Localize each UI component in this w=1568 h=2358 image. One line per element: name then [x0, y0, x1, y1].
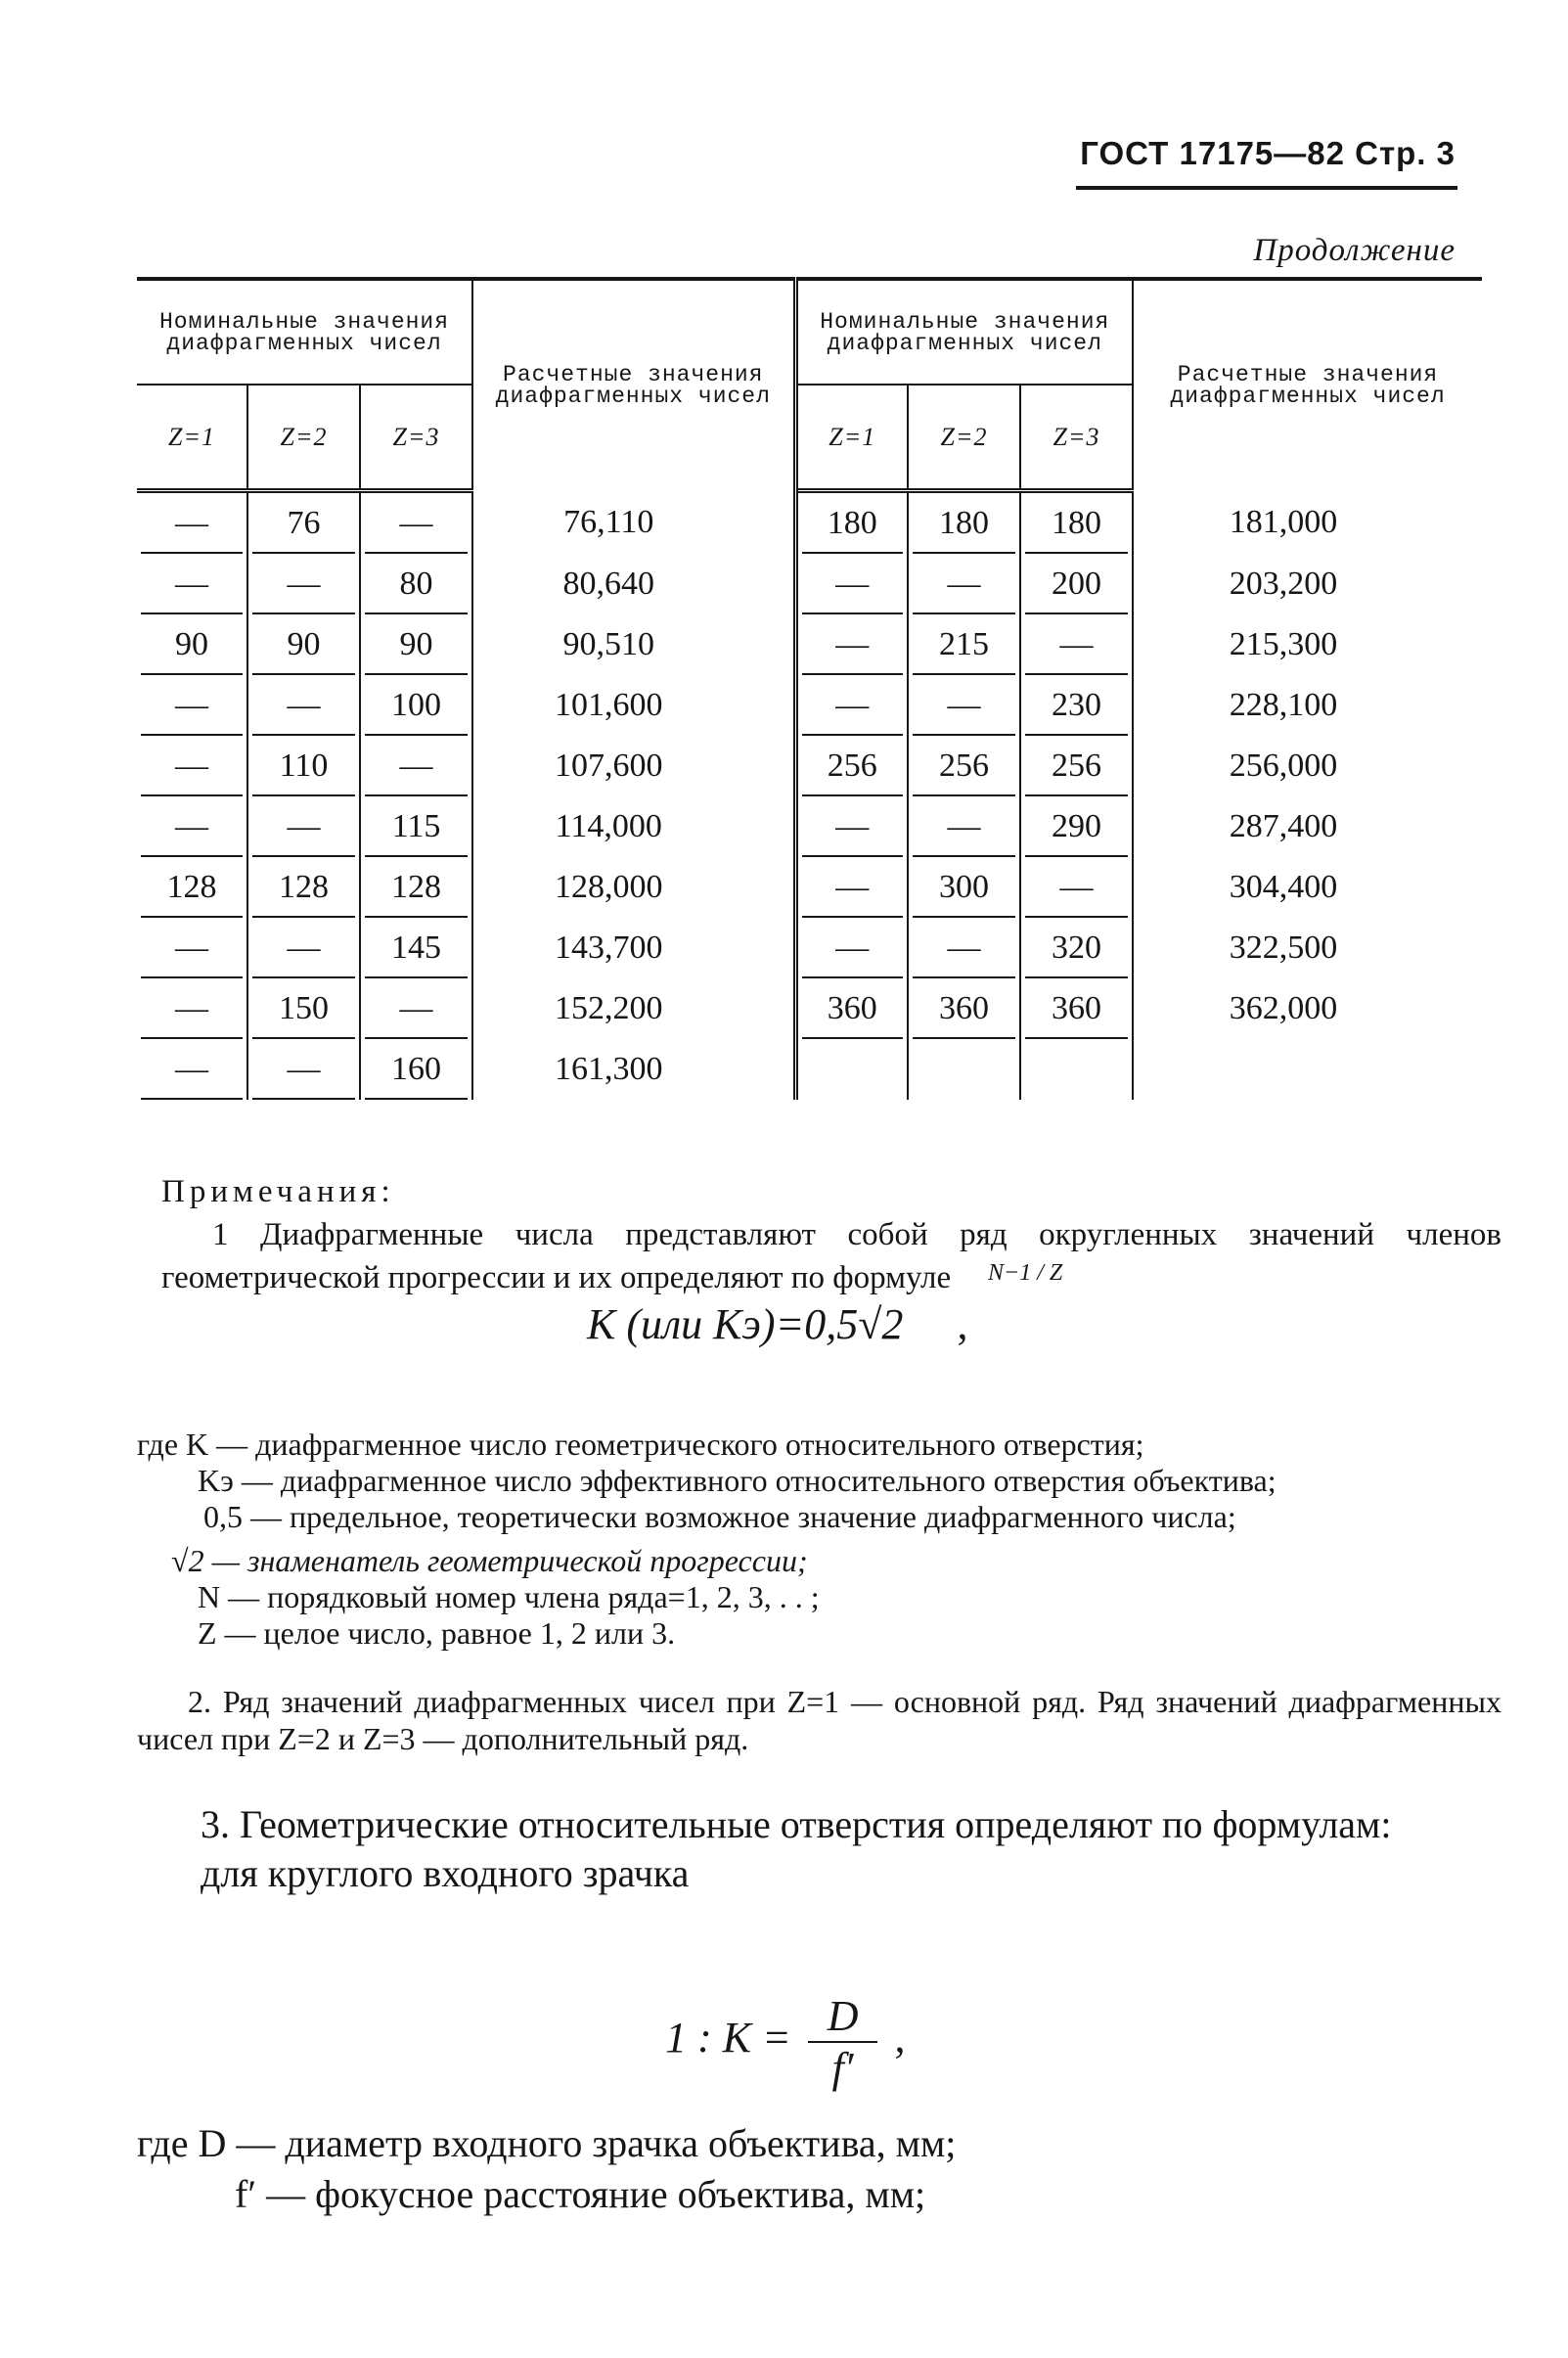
- table-cell: [360, 857, 472, 918]
- cell-value: 230: [1052, 687, 1102, 723]
- cell-value: 304,400: [1229, 869, 1338, 905]
- table-cell: [795, 1039, 908, 1100]
- table-cell: [360, 614, 472, 675]
- table-cell: [472, 1039, 795, 1100]
- cell-value: —: [947, 687, 981, 723]
- notes-title: Примечания:: [161, 1174, 395, 1209]
- table-cell: [795, 614, 908, 675]
- table-cell: [137, 1039, 247, 1100]
- cell-value: 180: [827, 505, 877, 541]
- table-cell: [137, 918, 247, 978]
- cell-value: 152,200: [555, 990, 663, 1026]
- table-cell: [908, 796, 1020, 857]
- formula-aperture-fraction: [808, 1991, 878, 2093]
- table-cell: [137, 736, 247, 796]
- table-cell: [908, 491, 1020, 555]
- formula-diaphragm-text: K (или Kэ)=0,5√2: [587, 1300, 904, 1348]
- cell-underline: [252, 1098, 355, 1100]
- cell-underline: [141, 1098, 243, 1100]
- def-n: N — порядковый номер члена ряда=1, 2, 3, . . ;: [198, 1579, 820, 1614]
- table-cell: [247, 491, 360, 555]
- formula-aperture-tail: ,: [894, 2014, 906, 2063]
- section-3-round: для круглого входного зрачка: [201, 1851, 690, 1895]
- table-cell: [1020, 491, 1133, 555]
- table-cell: [360, 1039, 472, 1100]
- def-d: где D — диаметр входного зрачка объектива, мм;: [137, 2121, 957, 2165]
- cell-value: 215,300: [1229, 626, 1338, 662]
- cell-value: 320: [1052, 930, 1102, 966]
- cell-value: 115: [391, 808, 441, 844]
- table-cell: [360, 918, 472, 978]
- table-cell: [472, 857, 795, 918]
- table-cell: [1133, 1039, 1482, 1100]
- table-cell: [908, 1039, 1020, 1100]
- table-cell: [908, 918, 1020, 978]
- cell-value: —: [399, 748, 433, 784]
- cell-value: 107,600: [555, 748, 663, 784]
- table-cell: [1133, 978, 1482, 1039]
- table-cell: [1133, 554, 1482, 614]
- table-cell: [247, 554, 360, 614]
- cell-value: 100: [391, 687, 442, 723]
- table-body: [137, 491, 1482, 1101]
- table-cell: [795, 491, 908, 555]
- table-cell: [472, 736, 795, 796]
- cell-value: 128: [279, 869, 329, 905]
- formula-aperture: [665, 1991, 905, 2093]
- header-nominal-left: Номинальные значения диафрагменных чисел: [137, 279, 472, 385]
- table-cell: [1020, 554, 1133, 614]
- cell-value: —: [175, 687, 208, 723]
- table-cell: [908, 675, 1020, 736]
- table-cell: [472, 978, 795, 1039]
- formula-diaphragm: K (или Kэ)=0,5√2 N−1 / Z ,: [587, 1260, 1063, 1348]
- cell-value: 90: [287, 626, 321, 662]
- diaphragm-table: [137, 277, 1482, 1100]
- cell-underline: [802, 1037, 904, 1039]
- cell-value: 128,000: [555, 869, 663, 905]
- cell-value: —: [835, 930, 870, 966]
- cell-value: —: [287, 566, 321, 602]
- header-calc-right: Расчетные значения диафрагменных чисел: [1170, 362, 1446, 410]
- cell-value: 101,600: [555, 687, 663, 723]
- table-cell: [1020, 1039, 1133, 1100]
- cell-value: 200: [1052, 566, 1102, 602]
- cell-value: —: [947, 566, 981, 602]
- cell-value: —: [947, 808, 981, 844]
- cell-value: —: [947, 930, 981, 966]
- header-z3-right: Z=3: [1020, 385, 1133, 491]
- table-cell: [908, 736, 1020, 796]
- def-z: Z — целое число, равное 1, 2 или 3.: [198, 1615, 676, 1651]
- table-cell: [247, 675, 360, 736]
- note-2: 2. Ряд значений диафрагменных чисел при Z=1 — основной ряд. Ряд значений диафрагменных чисел при Z=2 и Z=3 — дополнительный ряд.: [137, 1684, 1501, 1756]
- table-cell: [247, 978, 360, 1039]
- table-cell: [1133, 614, 1482, 675]
- table-cell: [908, 614, 1020, 675]
- def-05: 0,5 — предельное, теоретически возможное значение диафрагменного числа;: [203, 1499, 1236, 1534]
- table-cell: [1020, 736, 1133, 796]
- table-cell: [1133, 675, 1482, 736]
- continuation-label: Продолжение: [1253, 233, 1456, 268]
- def-f: f′ — фокусное расстояние объектива, мм;: [235, 2172, 926, 2216]
- cell-value: —: [287, 930, 321, 966]
- notes-block: [161, 1170, 1501, 1299]
- table-row: [137, 675, 1482, 736]
- table-cell: [472, 675, 795, 736]
- table-cell: [908, 857, 1020, 918]
- header-z2-right: Z=2: [908, 385, 1020, 491]
- cell-value: 181,000: [1229, 503, 1338, 540]
- cell-value: 80: [399, 566, 433, 602]
- table-cell: [1020, 918, 1133, 978]
- table-cell: [1133, 736, 1482, 796]
- cell-value: 160: [391, 1051, 442, 1087]
- table-cell: [1020, 857, 1133, 918]
- table-row: [137, 796, 1482, 857]
- page-header: ГОСТ 17175—82 Стр. 3: [1080, 135, 1456, 171]
- table-cell: [360, 736, 472, 796]
- cell-value: 80,640: [562, 566, 655, 602]
- table-cell: [137, 857, 247, 918]
- cell-value: 90: [175, 626, 208, 662]
- cell-value: 287,400: [1229, 808, 1338, 844]
- cell-value: —: [835, 687, 870, 723]
- cell-value: 143,700: [555, 930, 663, 966]
- cell-value: —: [399, 505, 433, 541]
- table-cell: [795, 736, 908, 796]
- table-row: [137, 491, 1482, 555]
- cell-value: —: [175, 990, 208, 1026]
- cell-value: 76,110: [563, 503, 654, 540]
- table-cell: [360, 978, 472, 1039]
- table-cell: [360, 796, 472, 857]
- cell-value: —: [399, 990, 433, 1026]
- table-cell: [247, 614, 360, 675]
- table-cell: [247, 857, 360, 918]
- table-cell: [908, 978, 1020, 1039]
- definitions-list: [137, 1427, 1506, 1652]
- header-z2-left: Z=2: [247, 385, 360, 491]
- table-row: [137, 978, 1482, 1039]
- formula-diaphragm-exponent: N−1 / Z: [988, 1260, 1063, 1286]
- table-cell: [472, 491, 795, 555]
- table-cell: [1133, 796, 1482, 857]
- cell-value: 360: [939, 990, 990, 1026]
- header-rule: [1076, 186, 1457, 190]
- table-row: [137, 614, 1482, 675]
- table-cell: [472, 554, 795, 614]
- table-cell: [472, 614, 795, 675]
- formula-denominator: f′: [831, 2044, 854, 2092]
- cell-value: —: [175, 1051, 208, 1087]
- cell-value: —: [835, 626, 870, 662]
- cell-value: —: [175, 930, 208, 966]
- table-row: [137, 1039, 1482, 1100]
- cell-value: 256: [939, 748, 990, 784]
- cell-value: 90,510: [562, 626, 655, 662]
- table-cell: [360, 491, 472, 555]
- cell-value: 300: [939, 869, 990, 905]
- cell-value: 290: [1052, 808, 1102, 844]
- cell-value: 256,000: [1229, 748, 1338, 784]
- table-cell: [247, 736, 360, 796]
- table-cell: [247, 918, 360, 978]
- cell-value: —: [175, 808, 208, 844]
- table-cell: [137, 614, 247, 675]
- cell-value: 256: [1052, 748, 1102, 784]
- table-cell: [1020, 796, 1133, 857]
- table-cell: [795, 796, 908, 857]
- cell-value: 362,000: [1229, 990, 1338, 1026]
- header-calc-left: Расчетные значения диафрагменных чисел: [472, 279, 795, 491]
- cell-value: —: [1059, 869, 1094, 905]
- table-cell: [1020, 675, 1133, 736]
- cell-value: 256: [827, 748, 877, 784]
- def-k: где K — диафрагменное число геометрического относительного отверстия;: [137, 1427, 1144, 1462]
- cell-value: 215: [939, 626, 990, 662]
- cell-value: —: [175, 505, 208, 541]
- table-cell: [247, 796, 360, 857]
- cell-value: —: [175, 566, 208, 602]
- cell-value: 114,000: [555, 808, 662, 844]
- cell-value: 180: [1052, 505, 1102, 541]
- note-1: 1 Диафрагменные числа представляют собой ряд округленных значений членов геометрической прогрессии и их определяют по формуле: [161, 1217, 1501, 1295]
- section-3-definitions: [137, 2118, 956, 2220]
- cell-underline: [1025, 1037, 1128, 1039]
- formula-aperture-left: 1 : K =: [665, 2014, 791, 2063]
- formula-numerator: D: [808, 1991, 878, 2043]
- def-ke: Kэ — диафрагменное число эффективного относительного отверстия объектива;: [198, 1463, 1277, 1498]
- table-cell: [137, 796, 247, 857]
- table-cell: [1133, 857, 1482, 918]
- table-cell: [795, 675, 908, 736]
- header-z1-left: Z=1: [137, 385, 247, 491]
- table-cell: [137, 675, 247, 736]
- table-cell: [472, 918, 795, 978]
- cell-value: 90: [399, 626, 433, 662]
- table-row: [137, 857, 1482, 918]
- cell-value: 128: [166, 869, 217, 905]
- cell-value: —: [835, 869, 870, 905]
- table-row: [137, 736, 1482, 796]
- cell-value: —: [1059, 626, 1094, 662]
- table-cell: [908, 554, 1020, 614]
- table-cell: [1020, 978, 1133, 1039]
- header-nominal-right: Номинальные значения диафрагменных чисел: [795, 279, 1133, 385]
- cell-value: 360: [1052, 990, 1102, 1026]
- cell-underline: [913, 1037, 1015, 1039]
- table-cell: [795, 857, 908, 918]
- table-cell: [795, 978, 908, 1039]
- table-cell: [360, 675, 472, 736]
- table-cell: [472, 796, 795, 857]
- table-cell: [1020, 614, 1133, 675]
- cell-value: —: [287, 808, 321, 844]
- table-row: [137, 554, 1482, 614]
- cell-value: 150: [279, 990, 329, 1026]
- cell-value: 76: [287, 505, 321, 541]
- cell-value: —: [287, 1051, 321, 1087]
- cell-value: 161,300: [555, 1051, 663, 1087]
- cell-value: 145: [391, 930, 442, 966]
- table-cell: [1133, 918, 1482, 978]
- def-root: √2 — знаменатель геометрической прогрессии;: [171, 1543, 808, 1578]
- table-cell: [1133, 491, 1482, 555]
- table-row: [137, 918, 1482, 978]
- table-cell: [137, 491, 247, 555]
- cell-value: —: [175, 748, 208, 784]
- header-z3-left: Z=3: [360, 385, 472, 491]
- header-z1-right: Z=1: [795, 385, 908, 491]
- table-cell: [137, 554, 247, 614]
- cell-value: —: [835, 808, 870, 844]
- cell-value: 128: [391, 869, 442, 905]
- cell-value: 180: [939, 505, 990, 541]
- table-cell: [247, 1039, 360, 1100]
- table-cell: [137, 978, 247, 1039]
- table-cell: [360, 554, 472, 614]
- cell-underline: [365, 1098, 468, 1100]
- cell-value: —: [287, 687, 321, 723]
- table-cell: [795, 918, 908, 978]
- table-cell: [795, 554, 908, 614]
- cell-value: 228,100: [1229, 687, 1338, 723]
- cell-value: 110: [279, 748, 329, 784]
- cell-value: 322,500: [1229, 930, 1338, 966]
- cell-value: 360: [827, 990, 877, 1026]
- section-3-intro: 3. Геометрические относительные отверстия определяют по формулам:: [201, 1802, 1392, 1846]
- cell-value: 203,200: [1229, 566, 1338, 602]
- section-3: [137, 1800, 1506, 1898]
- cell-value: —: [835, 566, 870, 602]
